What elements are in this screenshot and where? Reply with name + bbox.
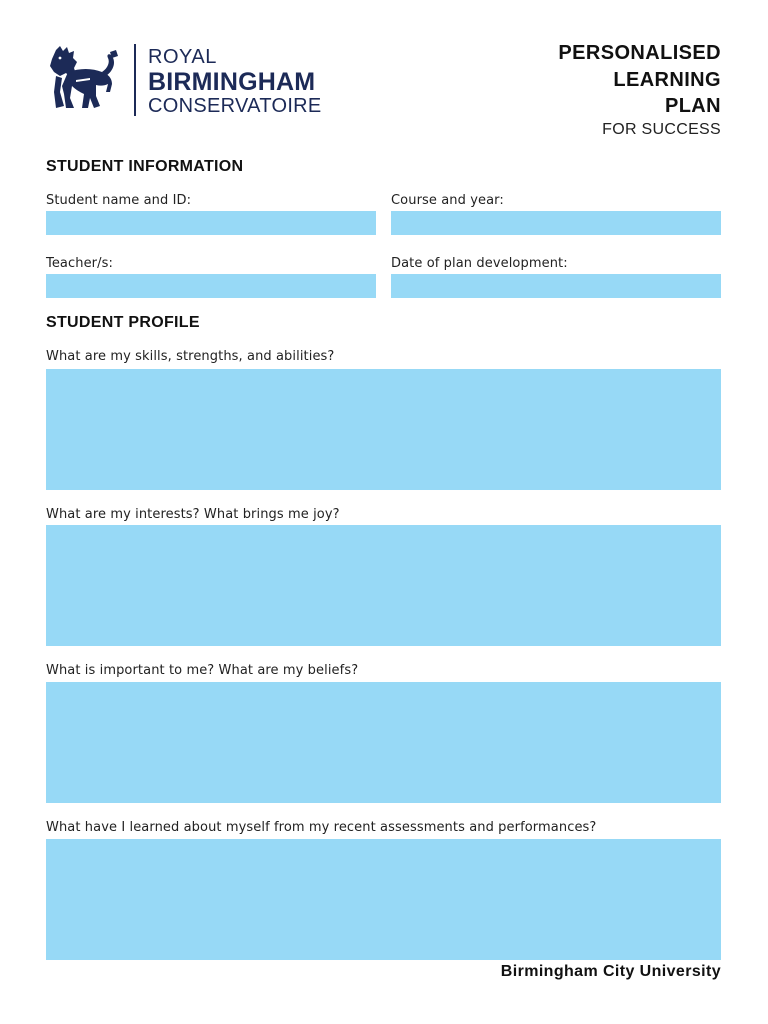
skills-answer-textarea[interactable]: [46, 369, 721, 490]
assessments-answer-textarea[interactable]: [46, 839, 721, 960]
course-year-label: Course and year:: [391, 193, 504, 208]
interests-question-label: What are my interests? What brings me joy?: [46, 507, 340, 522]
title-line-3: PLAN: [664, 95, 721, 117]
beliefs-answer-textarea[interactable]: [46, 682, 721, 803]
footer-university: Birmingham City University: [500, 963, 721, 980]
conservatoire-logo: [46, 44, 326, 118]
student-name-label: Student name and ID:: [46, 193, 192, 208]
title-line-2: LEARNING: [613, 68, 721, 91]
student-information-heading: STUDENT INFORMATION: [46, 158, 244, 175]
skills-question-label: What are my skills, strengths, and abilities?: [46, 349, 335, 364]
logo-line-royal: ROYAL: [148, 46, 217, 68]
assessments-question-label: What have I learned about myself from my recent assessments and performances?: [46, 820, 597, 835]
teachers-input[interactable]: [46, 274, 376, 298]
document-title: [558, 40, 721, 140]
interests-answer-textarea[interactable]: [46, 525, 721, 646]
teachers-label: Teacher/s:: [46, 256, 113, 271]
student-profile-heading: STUDENT PROFILE: [46, 314, 200, 331]
date-plan-input[interactable]: [391, 274, 721, 298]
logo-divider: [134, 44, 136, 116]
logo-wordmark: [148, 46, 322, 117]
logo-line-conservatoire: CONSERVATOIRE: [148, 95, 322, 117]
course-year-input[interactable]: [391, 211, 721, 235]
date-plan-label: Date of plan development:: [391, 256, 568, 271]
beliefs-question-label: What is important to me? What are my beliefs?: [46, 663, 359, 678]
lion-icon: [46, 46, 122, 114]
logo-line-birmingham: BIRMINGHAM: [148, 68, 316, 96]
title-subtitle: FOR SUCCESS: [602, 120, 721, 138]
title-line-1: PERSONALISED: [558, 42, 721, 64]
student-name-input[interactable]: [46, 211, 376, 235]
